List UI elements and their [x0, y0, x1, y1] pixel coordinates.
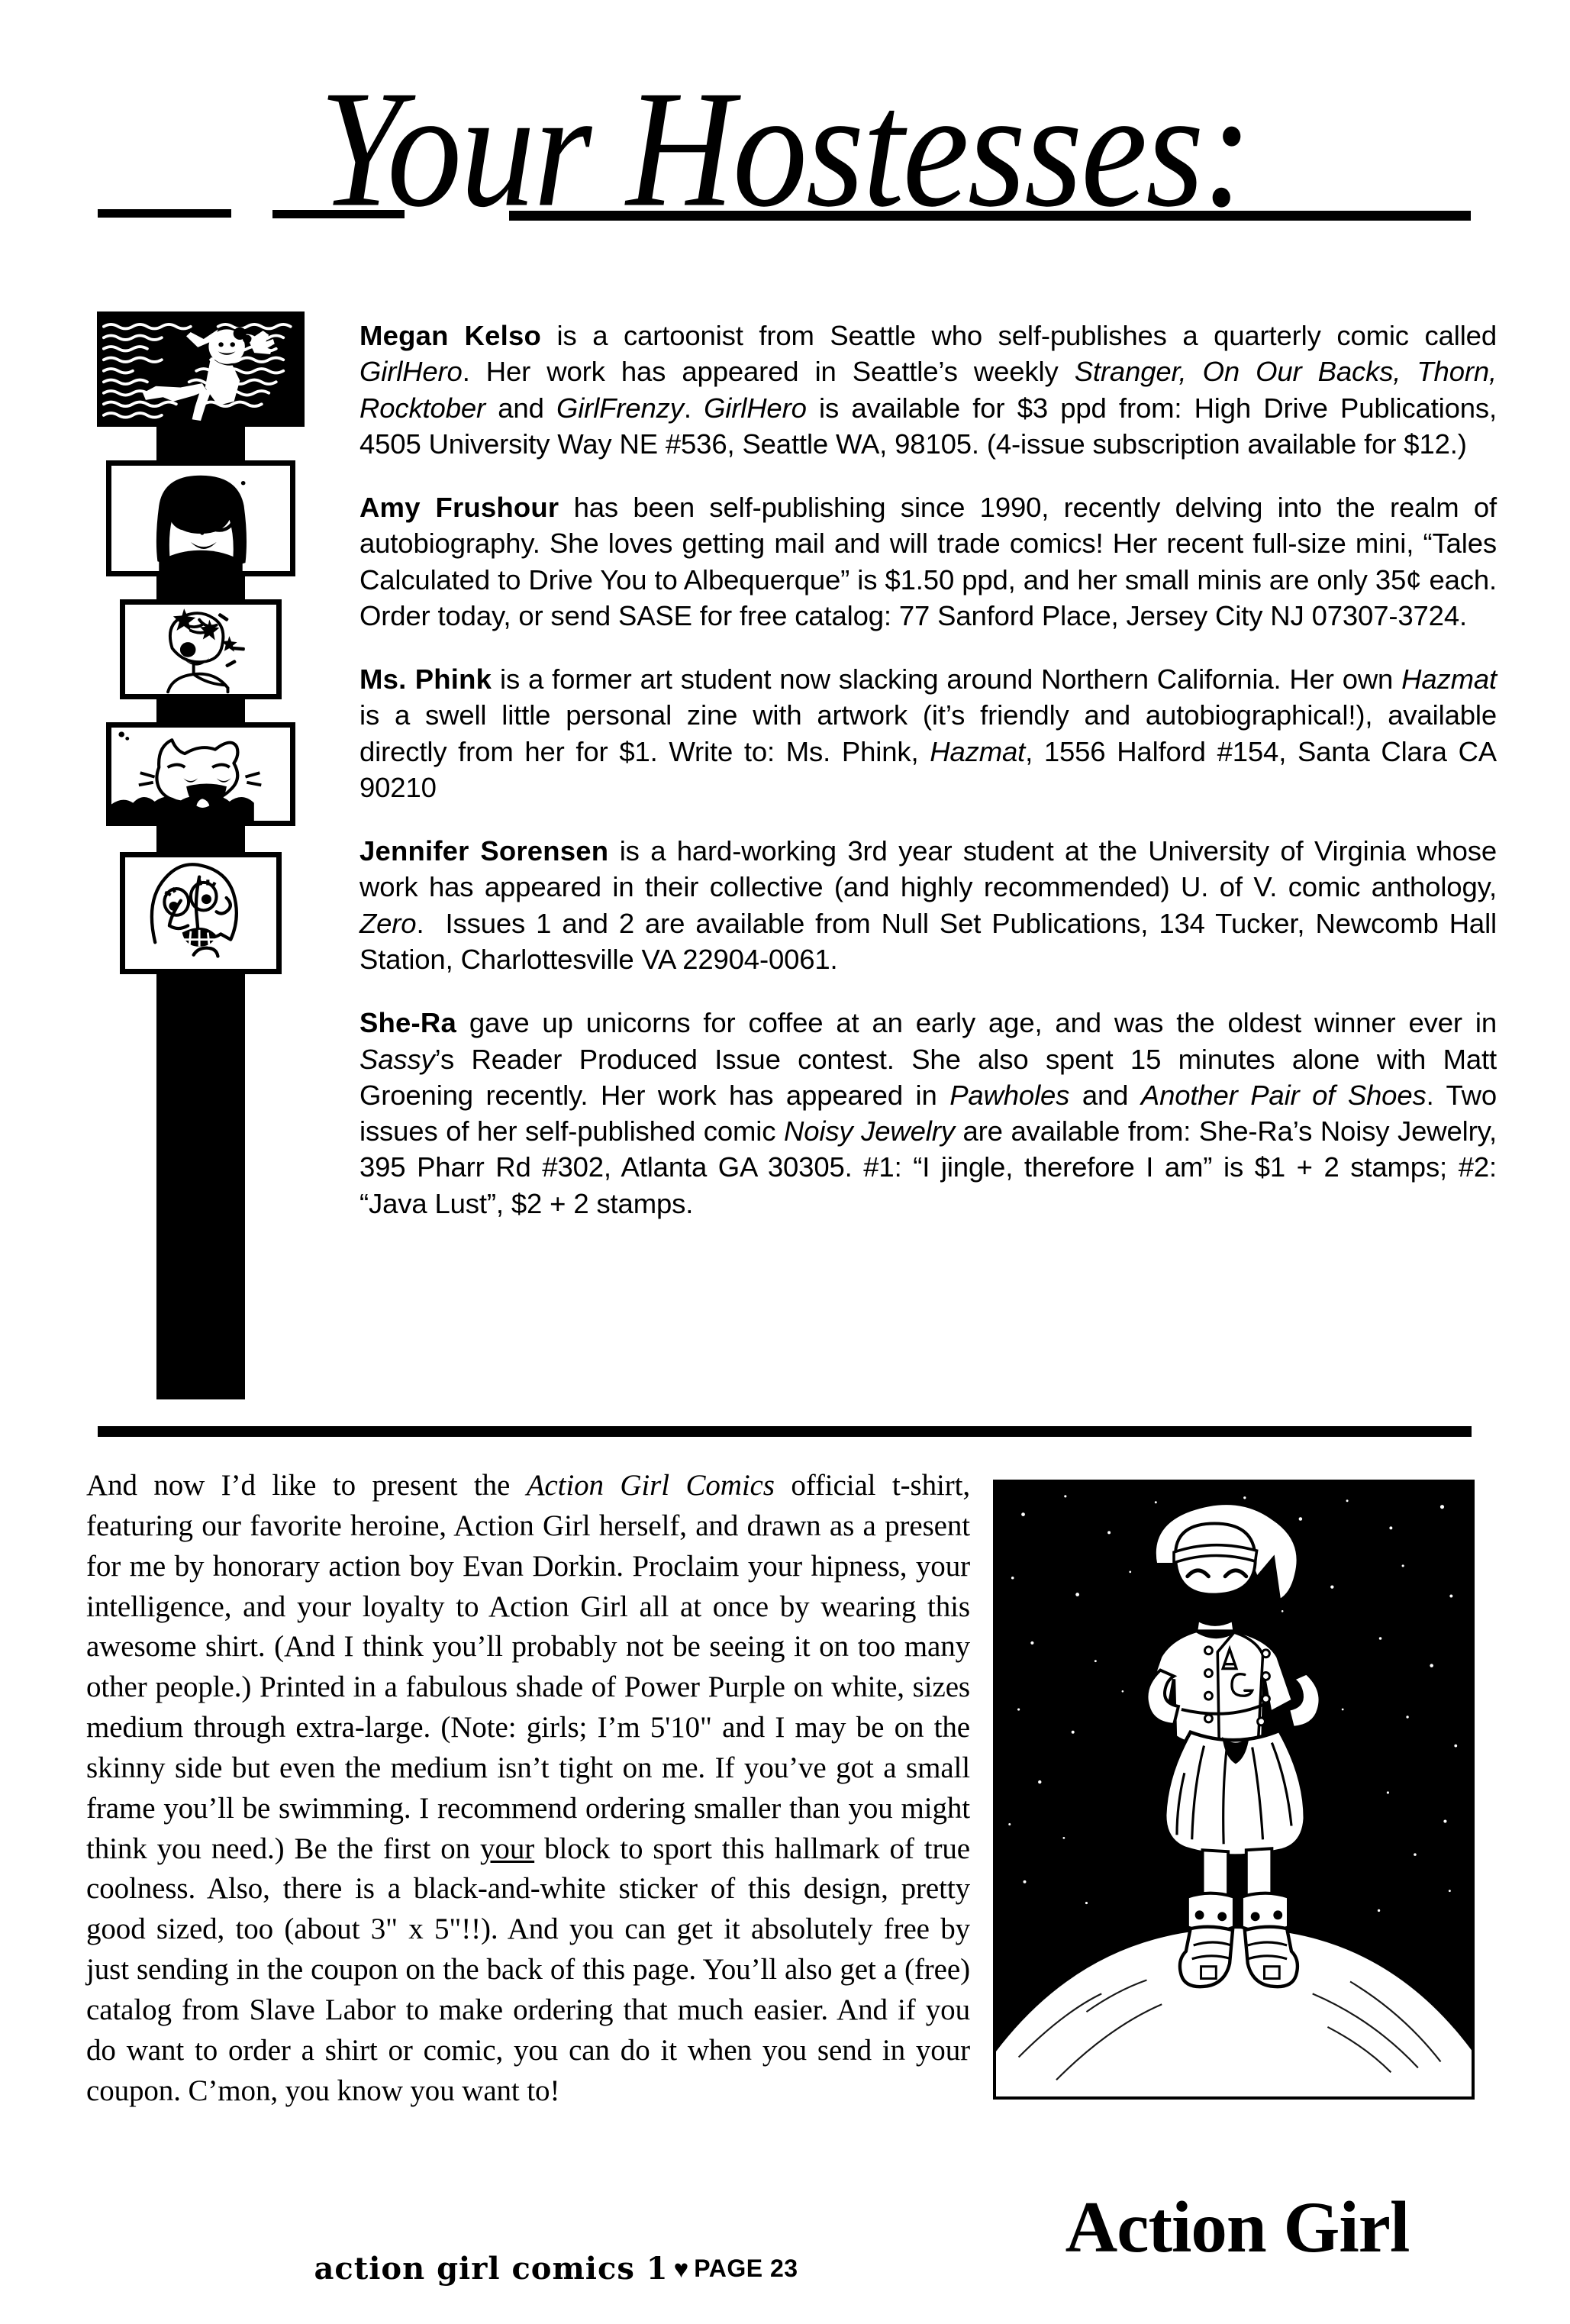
- page-footer: [0, 2251, 1570, 2287]
- girl-with-stars-icon: [125, 605, 276, 694]
- heart-icon: ♥: [673, 2255, 689, 2283]
- section-divider-rule: [98, 1426, 1472, 1437]
- portrait-panel-megan-kelso: [97, 311, 305, 427]
- portrait-panel-jennifer-sorensen: [106, 722, 295, 826]
- bio-jennifer-sorensen: Jennifer Sorensen is a hard-working 3rd year student at the University of Virginia whose work has appeared in their collective (and highly recommended) U. of V. comic anthology, Zero. Issues 1 and 2 are available from Null Set Publications, 134 Tucker, Newcomb Hall Station, Charlottesville VA 22904-0061.: [359, 835, 1497, 975]
- footer-page-number: PAGE 23: [694, 2255, 798, 2282]
- t-shirt-promo-text: And now I’d like to present the Action Girl Comics official t-shirt, featuring our favorite heroine, Action Girl herself, and drawn as a present for me by honorary action boy Evan Dorkin. Proclaim your hipness, your intelligence, and your loyalty to Action Girl all at once by wearing this awesome shirt. (And I think you’ll probably not be seeing it on too many other people.) Printed in a fabulous shade of Power Purple on white, sizes medium through extra-large. (Note: girls; I’m 5'10" and I may be on the skinny side but even the medium isn’t tight on me. If you’ve got a small frame you’ll be swimming. I recommend ordering smaller than you might think you need.) Be the first on your block to sport this hallmark of true coolness. Also, there is a black-and-white sticker of this design, pretty good sized, too (about 3" x 5"!!). And you can get it absolutely free by just sending in the coupon on the back of this page. You’ll also get a (free) catalog from Slave Labor to make ordering that much easier. And if you do want to order a shirt or comic, you can do it when you send in your coupon. C’mon, you know you want to!: [86, 1469, 970, 2107]
- blonde-woman-icon: [125, 857, 276, 969]
- portrait-panel-ms-phink: [120, 599, 282, 699]
- laughing-cat-icon: [111, 728, 290, 821]
- portrait-panel-amy-frushour: [106, 460, 295, 576]
- action-girl-on-planet-icon: [996, 1483, 1472, 2096]
- page-title: Your Hostesses:: [319, 56, 1251, 242]
- footer-comic-title: action girl comics 1: [314, 2251, 669, 2287]
- woman-with-glasses-icon: [111, 466, 290, 571]
- action-girl-artwork: [993, 1480, 1475, 2100]
- t-shirt-promo-section: [0, 1466, 1570, 2229]
- page-title-block: [0, 56, 1570, 242]
- hostesses-section: [0, 305, 1570, 1412]
- hostess-bios-column: [359, 318, 1497, 1222]
- portrait-panel-she-ra: [120, 852, 282, 974]
- hostess-portrait-strip: [97, 311, 305, 974]
- bio-megan-kelso: Megan Kelso is a cartoonist from Seattle who self-publishes a quarterly comic called GirlHero. Her work has appeared in Seattle’s weekly Stranger, On Our Backs, Thorn, Rocktober and GirlFrenzy. GirlHero is available for $3 ppd from: High Drive Publications, 4505 University Way NE #536, Seattle WA, 98105. (4-issue subscription available for $12.): [359, 320, 1497, 460]
- bio-amy-frushour: Amy Frushour has been self-publishing since 1990, recently delving into the realm of autobiography. She loves getting mail and will trade comics! Her recent full-size mini, “Tales Calculated to Drive You to Albequerque” is $1.50 ppd, and her small minis are only 35¢ each. Order today, or send SASE for free catalog: 77 Sanford Place, Jersey City NJ 07307-3724.: [359, 492, 1497, 631]
- swimming-girl-icon: [102, 317, 299, 421]
- bio-ms-phink: Ms. Phink is a former art student now slacking around Northern California. Her own Hazmat is a swell little personal zine with artwork (it’s friendly and autobiographical!), available directly from her for $1. Write to: Ms. Phink, Hazmat, 1556 Halford #154, Santa Clara CA 90210: [359, 663, 1497, 803]
- bio-she-ra: She-Ra gave up unicorns for coffee at an early age, and was the oldest winner ever in Sassy’s Reader Produced Issue contest. She also spent 15 minutes alone with Matt Groening recently. Her work has appeared in Pawholes and Another Pair of Shoes. Two issues of her self-published comic Noisy Jewelry are available from: She-Ra’s Noisy Jewelry, 395 Pharr Rd #302, Atlanta GA 30305. #1: “I jingle, therefore I am” is $1 + 2 stamps; #2: “Java Lust”, $2 + 2 stamps.: [359, 1007, 1497, 1219]
- action-girl-logo: Action Girl: [1065, 2187, 1410, 2268]
